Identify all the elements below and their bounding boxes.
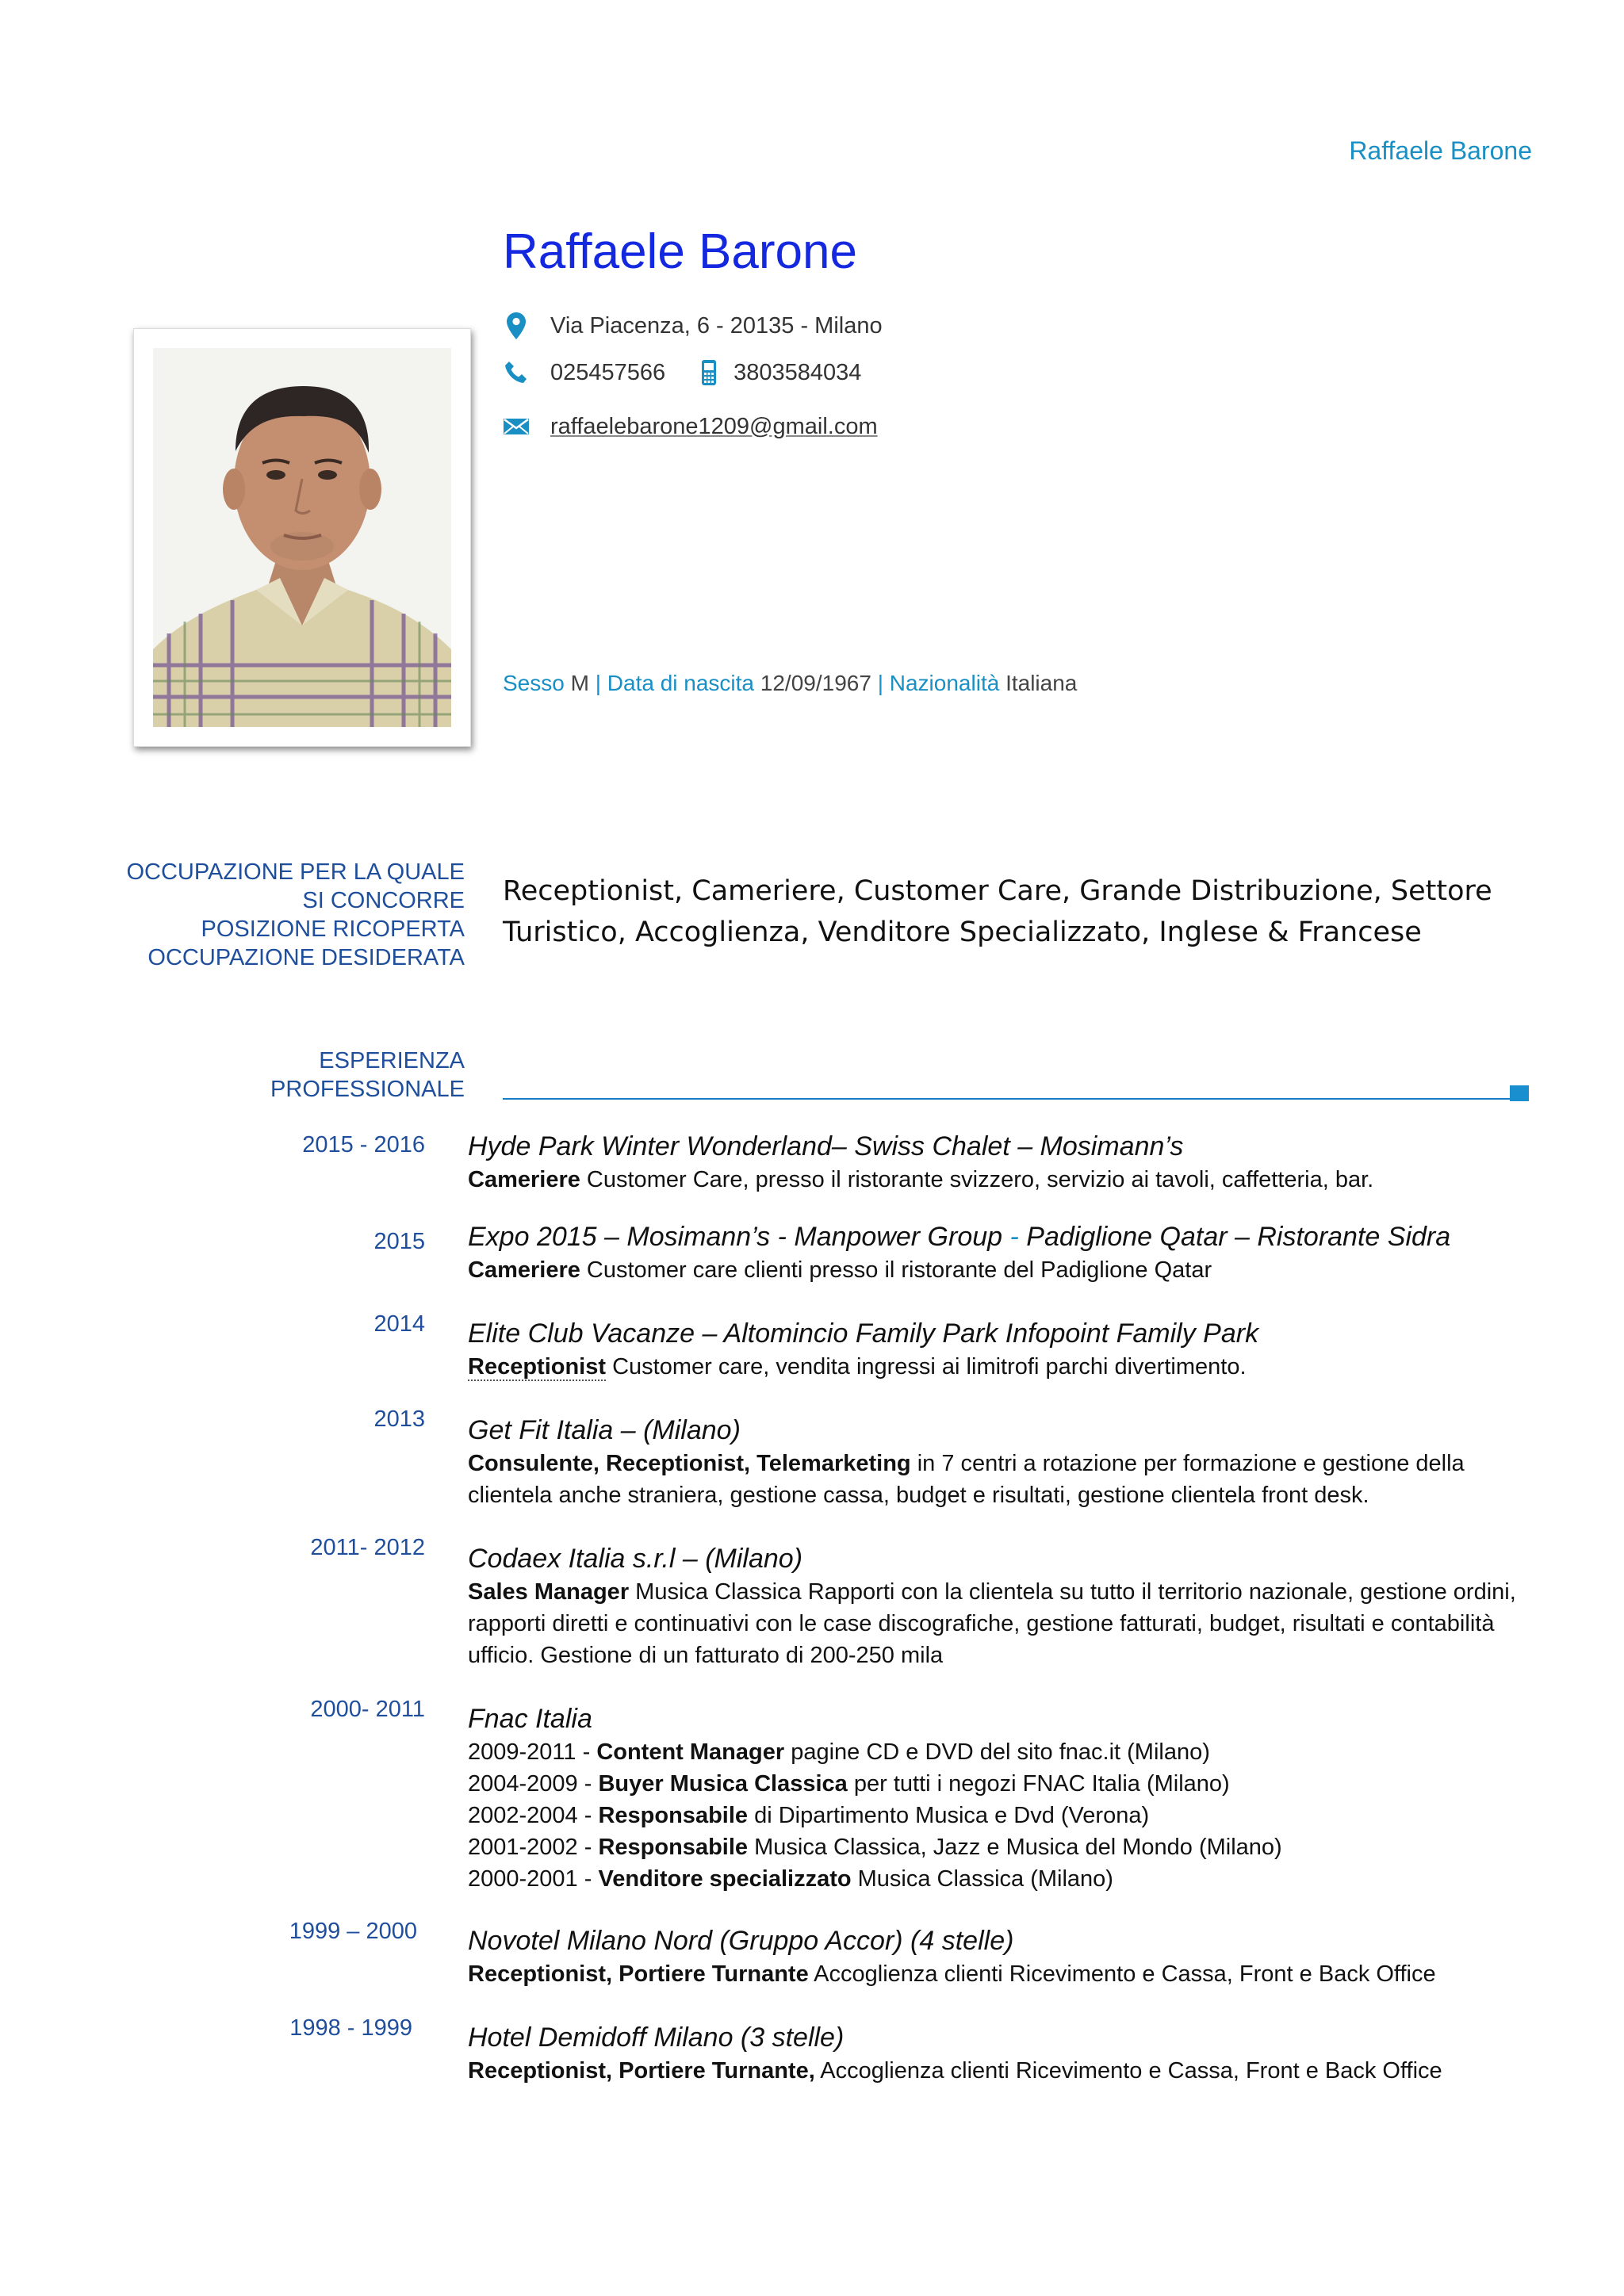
line-role: Content Manager [596,1739,785,1765]
mobile-text[interactable]: 3803584034 [733,359,862,385]
entry-date: 2015 [373,1229,425,1254]
occupation-line: Turistico, Accoglienza, Venditore Specializzato, Inglese & Francese [503,916,1422,948]
divider-end-square [1510,1085,1529,1101]
line-text: di Dipartimento Musica e Dvd (Verona) [748,1803,1150,1828]
sex-label: Sesso [503,671,565,695]
entry-date: 1999 – 2000 [289,1919,417,1944]
section-divider [503,1098,1510,1100]
entry-title: Hyde Park Winter Wonderland– Swiss Chalet – Mosimann’s [468,1131,1184,1161]
email-row [503,411,878,442]
line-text: per tutti i negozi FNAC Italia (Milano) [847,1771,1230,1797]
profile-photo [153,348,451,727]
phone-text[interactable]: 025457566 [550,359,666,385]
location-pin-icon [503,311,530,341]
entry-desc-text: Customer care, vendita ingressi ai limitrofi parchi divertimento. [606,1354,1247,1380]
line-years: 2009-2011 - [468,1739,597,1765]
entry-title: Hotel Demidoff Milano (3 stelle) [468,2022,845,2053]
birth-label: Data di nascita [607,671,754,695]
label-line: PROFESSIONALE [270,1077,465,1102]
entry-title [468,1219,1538,1254]
personal-info [503,671,1077,696]
label-line: POSIZIONE RICOPERTA [201,916,465,942]
line-years: 2002-2004 - [468,1803,599,1828]
entry-role: Cameriere [468,1167,580,1192]
phone-icon [503,358,530,388]
entry-desc-text: Accoglienza clienti Ricevimento e Cassa, Front e Back Office [814,2058,1442,2084]
entry-desc [468,1448,1538,1479]
entry-desc-text: Accoglienza clienti Ricevimento e Cassa, Front e Back Office [808,1961,1436,1987]
line-years: 2001-2002 - [468,1835,599,1860]
experience-entry [468,1413,1538,1511]
entry-title: Get Fit Italia – (Milano) [468,1415,741,1445]
nationality-label: Nazionalità [889,671,1000,695]
entry-role: Cameriere [468,1257,580,1283]
entry-desc [468,1958,1538,1990]
desired-occupation [503,871,1557,953]
entry-line [468,1736,1538,1768]
entry-date: 2013 [373,1406,425,1432]
separator: | [877,671,883,695]
label-line: SI CONCORRE [302,888,465,913]
entry-date: 2011- 2012 [310,1535,425,1560]
entry-role: Consulente, Receptionist, Telemarketing [468,1451,911,1476]
experience-entry [468,1129,1538,1196]
entry-line [468,1768,1538,1800]
experience-entry [468,1219,1538,1286]
email-link[interactable]: raffaelebarone1209@gmail.com [550,413,878,439]
entry-date: 2000- 2011 [310,1697,425,1722]
experience-entry [468,1316,1538,1383]
experience-section-label [270,1047,465,1104]
experience-entry [468,1701,1538,1895]
line-years: 2004-2009 - [468,1771,599,1797]
email-icon [503,411,530,442]
entry-date: 2014 [373,1311,425,1337]
line-years: 2000-2001 - [468,1866,599,1892]
entry-date: 2015 - 2016 [302,1132,425,1158]
entry-desc: ufficio. Gestione di un fatturato di 200-250 mila [468,1643,944,1668]
line-text: Musica Classica (Milano) [851,1866,1113,1892]
entry-title: Fnac Italia [468,1704,592,1734]
label-line: OCCUPAZIONE PER LA QUALE [126,859,465,885]
sex-value: M [570,671,589,695]
phone-row [503,358,861,388]
label-line: ESPERIENZA [319,1048,465,1073]
entry-title: Codaex Italia s.r.l – (Milano) [468,1544,803,1574]
nationality-value: Italiana [1005,671,1078,695]
label-line: OCCUPAZIONE DESIDERATA [147,945,465,970]
entry-desc-text: Customer Care, presso il ristorante svizzero, servizio ai tavoli, caffetteria, bar. [580,1167,1374,1192]
birth-value: 12/09/1967 [760,671,871,695]
entry-desc [468,1254,1538,1286]
entry-desc-text: Customer care clienti presso il ristorante del Padiglione Qatar [580,1257,1212,1283]
entry-role: Receptionist [468,1354,607,1380]
entry-title-dash: - [1009,1222,1019,1252]
experience-entry [468,1541,1538,1671]
entry-desc [468,1576,1538,1608]
profile-photo-frame [133,328,471,747]
line-text: pagine CD e DVD del sito fnac.it (Milano) [784,1739,1210,1765]
entry-line [468,1831,1538,1863]
entry-role: Receptionist, Portiere Turnante, [468,2058,815,2084]
experience-entry [468,1923,1538,1990]
line-role: Responsabile [598,1835,749,1860]
entry-title-part: Padiglione Qatar – Ristorante Sidra [1018,1222,1451,1252]
entry-desc: clientela anche straniera, gestione cassa, budget e risultati, gestione clientela front desk. [468,1483,1369,1508]
line-role: Buyer Musica Classica [598,1771,848,1797]
line-text: Musica Classica, Jazz e Musica del Mondo (Milano) [748,1835,1282,1860]
occupation-line: Receptionist, Cameriere, Customer Care, Grande Distribuzione, Settore [503,875,1492,907]
occupation-section-label [126,858,465,972]
entry-desc-text: in 7 centri a rotazione per formazione e gestione della [910,1451,1465,1476]
entry-role: Receptionist, Portiere Turnante [468,1961,809,1987]
entry-line [468,1800,1538,1831]
entry-desc: rapporti diretti e continuativi con le case discografiche, gestione fatturati, budget, risultati e contabilità [468,1611,1495,1636]
separator: | [595,671,601,695]
entry-date: 1998 - 1999 [289,2015,412,2041]
mobile-phone-icon [695,358,722,388]
line-role: Responsabile [598,1803,749,1828]
entry-title: Elite Club Vacanze – Altomincio Family Park Infopoint Family Park [468,1318,1259,1349]
entry-desc [468,2055,1538,2087]
entry-line [468,1863,1538,1895]
experience-entry [468,2020,1538,2087]
header-name: Raffaele Barone [1349,136,1532,165]
entry-title: Novotel Milano Nord (Gruppo Accor) (4 stelle) [468,1926,1014,1956]
entry-title-part: Expo 2015 – Mosimann’s - Manpower Group [468,1222,1010,1252]
entry-role: Sales Manager [468,1579,630,1605]
address-text: Via Piacenza, 6 - 20135 - Milano [550,312,883,339]
candidate-name: Raffaele Barone [503,224,857,279]
address-row [503,311,883,341]
entry-desc [468,1164,1538,1196]
line-role: Venditore specializzato [598,1866,852,1892]
entry-desc [468,1351,1538,1383]
entry-desc-text: Musica Classica Rapporti con la clientela su tutto il territorio nazionale, gestione ordini, [629,1579,1516,1605]
